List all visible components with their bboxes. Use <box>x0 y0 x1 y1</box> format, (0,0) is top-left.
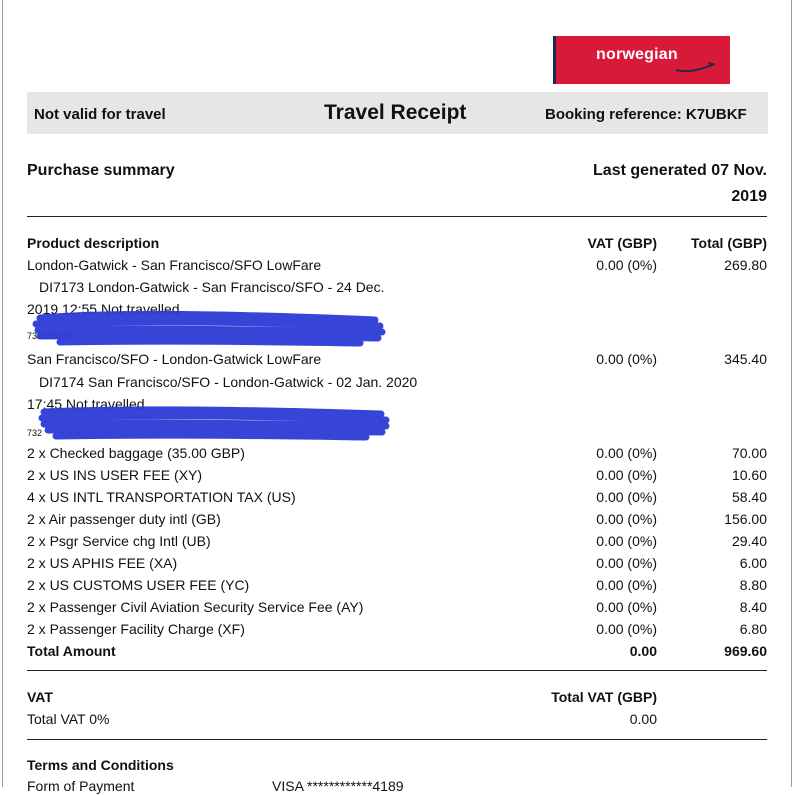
flight1-detail-line2: 2019 12:55 Not travelled <box>27 301 180 317</box>
total-amount-label: Total Amount <box>27 643 116 659</box>
page-edge-right <box>791 0 792 787</box>
norwegian-logo <box>553 36 730 84</box>
fee-total: 29.40 <box>731 533 767 549</box>
flight2-name: San Francisco/SFO - London-Gatwick LowFare <box>27 351 322 367</box>
page-edge-left <box>2 0 3 787</box>
redaction-scribble <box>36 402 392 442</box>
fee-vat: 0.00 (0%) <box>596 489 657 505</box>
col-header-total: Total (GBP) <box>691 235 767 251</box>
total-vat-amount: 0.00 <box>629 643 657 659</box>
vat-section-title: VAT <box>27 689 53 705</box>
form-of-payment-label: Form of Payment <box>27 778 135 794</box>
fee-total: 6.80 <box>739 621 767 637</box>
fee-description: 4 x US INTL TRANSPORTATION TAX (US) <box>27 489 296 505</box>
purchase-summary-title: Purchase summary <box>27 162 175 179</box>
fee-vat: 0.00 (0%) <box>596 555 657 571</box>
redaction-scribble <box>30 306 390 348</box>
flight2-vat: 0.00 (0%) <box>596 351 657 367</box>
fee-total: 10.60 <box>731 467 767 483</box>
fee-description: 2 x US APHIS FEE (XA) <box>27 555 178 571</box>
fee-vat: 0.00 (0%) <box>596 467 657 483</box>
fee-vat: 0.00 (0%) <box>596 533 657 549</box>
fee-total: 156.00 <box>724 511 767 527</box>
vat-column-header: Total VAT (GBP) <box>551 689 657 705</box>
col-header-description: Product description <box>27 235 160 251</box>
total-vat-label: Total VAT 0% <box>27 711 110 727</box>
flight2-detail-line1: DI7174 San Francisco/SFO - London-Gatwick - 02 Jan. 2020 <box>39 374 418 390</box>
divider <box>27 739 767 740</box>
flight1-vat: 0.00 (0%) <box>596 257 657 273</box>
form-of-payment-value: VISA ************4189 <box>272 778 404 794</box>
fee-vat: 0.00 (0%) <box>596 511 657 527</box>
fee-vat: 0.00 (0%) <box>596 599 657 615</box>
fee-total: 8.40 <box>739 599 767 615</box>
fee-total: 8.80 <box>739 577 767 593</box>
flight1-total: 269.80 <box>724 257 767 273</box>
divider <box>27 670 767 671</box>
flight1-detail-line1: DI7173 London-Gatwick - San Francisco/SFO - 24 Dec. <box>39 279 385 295</box>
fee-description: 2 x Air passenger duty intl (GB) <box>27 511 221 527</box>
fee-description: 2 x Passenger Facility Charge (XF) <box>27 621 245 637</box>
flight1-ticket-number: 7322190151 <box>27 331 78 341</box>
fee-description: 2 x Passenger Civil Aviation Security Service Fee (AY) <box>27 599 364 615</box>
fee-description: 2 x Checked baggage (35.00 GBP) <box>27 445 245 461</box>
fee-total: 70.00 <box>731 445 767 461</box>
plane-swoosh-icon <box>674 58 718 74</box>
fee-vat: 0.00 (0%) <box>596 577 657 593</box>
fee-vat: 0.00 (0%) <box>596 445 657 461</box>
flight2-total: 345.40 <box>724 351 767 367</box>
col-header-vat: VAT (GBP) <box>587 235 657 251</box>
terms-title: Terms and Conditions <box>27 757 174 773</box>
fee-vat: 0.00 (0%) <box>596 621 657 637</box>
last-generated-line1: Last generated 07 Nov. <box>593 162 767 179</box>
flight2-ticket-number: 732 <box>27 428 43 438</box>
fee-description: 2 x US INS USER FEE (XY) <box>27 467 203 483</box>
flight2-detail-line2: 17:45 Not travelled <box>27 396 145 412</box>
booking-reference: Booking reference: K7UBKF <box>545 106 747 123</box>
total-amount-value: 969.60 <box>724 643 767 659</box>
fee-description: 2 x US CUSTOMS USER FEE (YC) <box>27 577 250 593</box>
total-vat-value: 0.00 <box>629 711 657 727</box>
divider <box>27 216 767 217</box>
flight1-name: London-Gatwick - San Francisco/SFO LowFare <box>27 257 322 273</box>
page-title: Travel Receipt <box>324 101 467 124</box>
fee-total: 6.00 <box>739 555 767 571</box>
fee-total: 58.40 <box>731 489 767 505</box>
fee-description: 2 x Psgr Service chg Intl (UB) <box>27 533 211 549</box>
last-generated-line2: 2019 <box>731 188 767 205</box>
not-valid-label: Not valid for travel <box>34 106 166 123</box>
logo-text: norwegian <box>596 46 678 63</box>
